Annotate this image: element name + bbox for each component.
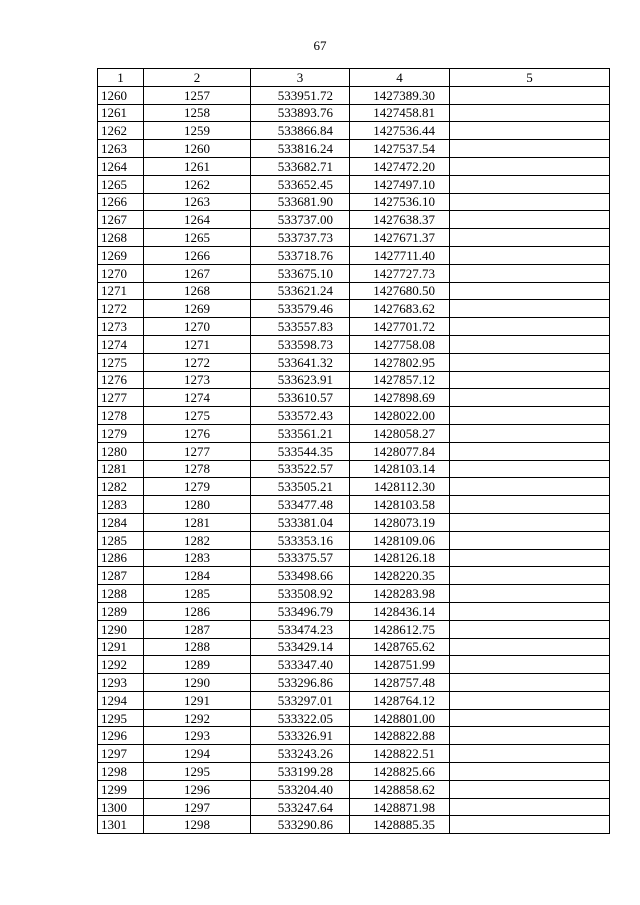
table-cell-col-1: 1291 [98,638,144,656]
table-cell-col-1: 1265 [98,175,144,193]
table-cell-col-2: 1278 [144,460,251,478]
table-cell-col-3: 533675.10 [251,264,350,282]
table-header [98,69,610,87]
table-cell-col-2: 1270 [144,318,251,336]
table-row [98,691,610,709]
table-cell-col-4: 1428757.48 [350,674,450,692]
table-cell-col-3: 533199.28 [251,763,350,781]
table-cell-col-3: 533474.23 [251,620,350,638]
table-cell-col-4: 1427537.54 [350,140,450,158]
table-row [98,389,610,407]
table-cell-col-3: 533498.66 [251,567,350,585]
table-cell-col-4: 1427898.69 [350,389,450,407]
table-cell-col-5 [450,602,610,620]
table-cell-col-3: 533505.21 [251,478,350,496]
table-cell-col-2: 1261 [144,157,251,175]
table-cell-col-2: 1295 [144,763,251,781]
table-cell-col-4: 1428765.62 [350,638,450,656]
table-cell-col-3: 533477.48 [251,496,350,514]
table-row [98,264,610,282]
table-row [98,496,610,514]
table-cell-col-5 [450,424,610,442]
table-cell-col-2: 1258 [144,104,251,122]
table-cell-col-2: 1259 [144,122,251,140]
table-row [98,122,610,140]
table-cell-col-1: 1297 [98,745,144,763]
table-cell-col-1: 1296 [98,727,144,745]
table-cell-col-1: 1279 [98,424,144,442]
table-cell-col-4: 1427536.10 [350,193,450,211]
table-cell-col-4: 1428073.19 [350,513,450,531]
table-cell-col-3: 533296.86 [251,674,350,692]
table-cell-col-4: 1427671.37 [350,229,450,247]
table-cell-col-2: 1285 [144,585,251,603]
table-cell-col-5 [450,389,610,407]
table-cell-col-5 [450,104,610,122]
table-cell-col-3: 533893.76 [251,104,350,122]
table-row [98,531,610,549]
table-cell-col-4: 1428436.14 [350,602,450,620]
table-cell-col-2: 1287 [144,620,251,638]
table-cell-col-5 [450,638,610,656]
table-cell-col-4: 1427472.20 [350,157,450,175]
table-row [98,211,610,229]
table-cell-col-4: 1428109.06 [350,531,450,549]
table-cell-col-1: 1268 [98,229,144,247]
table-cell-col-5 [450,407,610,425]
table-cell-col-5 [450,246,610,264]
table-cell-col-2: 1296 [144,780,251,798]
table-cell-col-1: 1275 [98,353,144,371]
table-cell-col-4: 1427758.08 [350,335,450,353]
table-cell-col-5 [450,371,610,389]
table-cell-col-5 [450,780,610,798]
table-cell-col-1: 1288 [98,585,144,603]
table-row [98,407,610,425]
table-row [98,300,610,318]
table-cell-col-5 [450,300,610,318]
table-cell-col-5 [450,122,610,140]
table-cell-col-4: 1427701.72 [350,318,450,336]
table-cell-col-2: 1277 [144,442,251,460]
table-cell-col-1: 1286 [98,549,144,567]
table-cell-col-1: 1298 [98,763,144,781]
table-cell-col-1: 1264 [98,157,144,175]
table-cell-col-2: 1286 [144,602,251,620]
table-cell-col-3: 533247.64 [251,798,350,816]
table-cell-col-4: 1428822.88 [350,727,450,745]
table-cell-col-4: 1427458.81 [350,104,450,122]
table-cell-col-3: 533353.16 [251,531,350,549]
table-cell-col-4: 1428058.27 [350,424,450,442]
table-cell-col-2: 1293 [144,727,251,745]
table-cell-col-5 [450,211,610,229]
table-cell-col-2: 1292 [144,709,251,727]
table-cell-col-2: 1288 [144,638,251,656]
table-row [98,157,610,175]
table-cell-col-3: 533737.00 [251,211,350,229]
table-cell-col-2: 1274 [144,389,251,407]
table-cell-col-1: 1277 [98,389,144,407]
table-cell-col-5 [450,745,610,763]
table-cell-col-5 [450,549,610,567]
table-cell-col-3: 533866.84 [251,122,350,140]
column-header-1: 1 [98,69,144,87]
table-cell-col-2: 1298 [144,816,251,834]
table-cell-col-2: 1283 [144,549,251,567]
table-row [98,816,610,834]
table-cell-col-1: 1289 [98,602,144,620]
table-cell-col-1: 1284 [98,513,144,531]
column-header-2: 2 [144,69,251,87]
table-cell-col-1: 1281 [98,460,144,478]
table-cell-col-5 [450,585,610,603]
table-cell-col-4: 1428822.51 [350,745,450,763]
table-cell-col-5 [450,318,610,336]
table-row [98,442,610,460]
table-cell-col-4: 1428801.00 [350,709,450,727]
table-row [98,709,610,727]
table-cell-col-4: 1427680.50 [350,282,450,300]
table-cell-col-5 [450,353,610,371]
table-cell-col-2: 1271 [144,335,251,353]
table-row [98,424,610,442]
table-cell-col-2: 1265 [144,229,251,247]
table-cell-col-3: 533322.05 [251,709,350,727]
table-cell-col-1: 1285 [98,531,144,549]
table-row [98,549,610,567]
table-cell-col-1: 1263 [98,140,144,158]
table-row [98,656,610,674]
table-cell-col-2: 1264 [144,211,251,229]
table-cell-col-5 [450,567,610,585]
table-cell-col-4: 1428871.98 [350,798,450,816]
table-row [98,478,610,496]
table-cell-col-1: 1287 [98,567,144,585]
table-cell-col-2: 1282 [144,531,251,549]
header-row [98,69,610,87]
table-cell-col-1: 1267 [98,211,144,229]
table-cell-col-5 [450,709,610,727]
table-cell-col-3: 533579.46 [251,300,350,318]
table-cell-col-1: 1295 [98,709,144,727]
table-cell-col-5 [450,763,610,781]
table-row [98,282,610,300]
table-cell-col-4: 1428112.30 [350,478,450,496]
table-cell-col-5 [450,175,610,193]
table-cell-col-4: 1428885.35 [350,816,450,834]
table-cell-col-5 [450,478,610,496]
table-cell-col-3: 533610.57 [251,389,350,407]
table-cell-col-4: 1427727.73 [350,264,450,282]
table-cell-col-2: 1289 [144,656,251,674]
table-cell-col-2: 1280 [144,496,251,514]
table-cell-col-5 [450,531,610,549]
table-cell-col-4: 1428022.00 [350,407,450,425]
table-cell-col-3: 533641.32 [251,353,350,371]
table-cell-col-4: 1427536.44 [350,122,450,140]
table-row [98,745,610,763]
table-cell-col-1: 1294 [98,691,144,709]
coordinates-table [97,68,610,834]
table-cell-col-2: 1260 [144,140,251,158]
table-cell-col-5 [450,442,610,460]
table-row [98,460,610,478]
table-cell-col-4: 1428283.98 [350,585,450,603]
table-cell-col-4: 1427711.40 [350,246,450,264]
table-cell-col-1: 1262 [98,122,144,140]
table-cell-col-1: 1293 [98,674,144,692]
table-row [98,175,610,193]
table-row [98,335,610,353]
table-cell-col-3: 533326.91 [251,727,350,745]
page-number: 67 [313,38,327,53]
table-cell-col-1: 1276 [98,371,144,389]
table-cell-col-3: 533204.40 [251,780,350,798]
table-cell-col-2: 1263 [144,193,251,211]
table-cell-col-2: 1275 [144,407,251,425]
table-cell-col-1: 1301 [98,816,144,834]
table-cell-col-4: 1428077.84 [350,442,450,460]
table-cell-col-1: 1269 [98,246,144,264]
column-header-4: 4 [350,69,450,87]
table-cell-col-1: 1300 [98,798,144,816]
table-cell-col-4: 1428103.58 [350,496,450,514]
table-cell-col-4: 1427497.10 [350,175,450,193]
table-cell-col-2: 1297 [144,798,251,816]
table-cell-col-5 [450,798,610,816]
table-cell-col-2: 1272 [144,353,251,371]
table-cell-col-1: 1273 [98,318,144,336]
table-cell-col-1: 1290 [98,620,144,638]
table-cell-col-2: 1257 [144,86,251,104]
table-cell-col-5 [450,656,610,674]
table-cell-col-3: 533522.57 [251,460,350,478]
table-row [98,798,610,816]
table-cell-col-5 [450,513,610,531]
table-cell-col-4: 1427802.95 [350,353,450,371]
table-row [98,638,610,656]
table-cell-col-2: 1268 [144,282,251,300]
table-cell-col-3: 533381.04 [251,513,350,531]
table-cell-col-5 [450,496,610,514]
table-cell-col-1: 1282 [98,478,144,496]
table-cell-col-1: 1271 [98,282,144,300]
table-cell-col-3: 533816.24 [251,140,350,158]
table-cell-col-5 [450,674,610,692]
table-cell-col-4: 1427638.37 [350,211,450,229]
table-cell-col-3: 533429.14 [251,638,350,656]
table-row [98,353,610,371]
table-cell-col-2: 1290 [144,674,251,692]
table-cell-col-1: 1261 [98,104,144,122]
table-row [98,513,610,531]
table-cell-col-1: 1274 [98,335,144,353]
table-cell-col-5 [450,282,610,300]
table-cell-col-4: 1428220.35 [350,567,450,585]
table-cell-col-1: 1299 [98,780,144,798]
table-cell-col-2: 1284 [144,567,251,585]
table-cell-col-5 [450,335,610,353]
table-cell-col-5 [450,460,610,478]
table-cell-col-4: 1428825.66 [350,763,450,781]
table-row [98,86,610,104]
table-cell-col-5 [450,140,610,158]
table-cell-col-1: 1278 [98,407,144,425]
table-cell-col-3: 533652.45 [251,175,350,193]
table-cell-col-3: 533375.57 [251,549,350,567]
table-cell-col-3: 533682.71 [251,157,350,175]
table-cell-col-3: 533496.79 [251,602,350,620]
table-cell-col-5 [450,229,610,247]
table-row [98,318,610,336]
table-cell-col-1: 1260 [98,86,144,104]
table-cell-col-5 [450,620,610,638]
table-cell-col-3: 533297.01 [251,691,350,709]
table-cell-col-3: 533572.43 [251,407,350,425]
table-cell-col-1: 1266 [98,193,144,211]
table-row [98,246,610,264]
table-row [98,567,610,585]
table-row [98,371,610,389]
table-cell-col-5 [450,816,610,834]
table-cell-col-5 [450,86,610,104]
table-body [98,86,610,833]
table-cell-col-4: 1428103.14 [350,460,450,478]
table-cell-col-3: 533718.76 [251,246,350,264]
table-cell-col-3: 533598.73 [251,335,350,353]
table-cell-col-4: 1428751.99 [350,656,450,674]
table-cell-col-2: 1294 [144,745,251,763]
table-cell-col-1: 1270 [98,264,144,282]
table-row [98,763,610,781]
table-row [98,193,610,211]
table-cell-col-1: 1283 [98,496,144,514]
table-row [98,727,610,745]
table-cell-col-3: 533243.26 [251,745,350,763]
table-cell-col-5 [450,193,610,211]
table-cell-col-3: 533290.86 [251,816,350,834]
table-cell-col-1: 1280 [98,442,144,460]
table-cell-col-2: 1262 [144,175,251,193]
table-cell-col-4: 1427857.12 [350,371,450,389]
table-cell-col-3: 533557.83 [251,318,350,336]
table-cell-col-2: 1291 [144,691,251,709]
table-cell-col-4: 1427389.30 [350,86,450,104]
table-cell-col-5 [450,691,610,709]
table-cell-col-4: 1427683.62 [350,300,450,318]
table-cell-col-3: 533951.72 [251,86,350,104]
table-row [98,585,610,603]
table-cell-col-2: 1281 [144,513,251,531]
table-cell-col-3: 533561.21 [251,424,350,442]
table-cell-col-2: 1273 [144,371,251,389]
table-row [98,229,610,247]
table-cell-col-3: 533508.92 [251,585,350,603]
table-cell-col-5 [450,264,610,282]
table-cell-col-3: 533544.35 [251,442,350,460]
table-cell-col-4: 1428126.18 [350,549,450,567]
table-cell-col-3: 533621.24 [251,282,350,300]
table-cell-col-3: 533623.91 [251,371,350,389]
table-cell-col-1: 1292 [98,656,144,674]
table-row [98,602,610,620]
table-cell-col-3: 533347.40 [251,656,350,674]
table-cell-col-2: 1266 [144,246,251,264]
table-cell-col-5 [450,157,610,175]
table-cell-col-4: 1428858.62 [350,780,450,798]
table-cell-col-4: 1428764.12 [350,691,450,709]
table-cell-col-2: 1276 [144,424,251,442]
table-cell-col-2: 1279 [144,478,251,496]
table-cell-col-4: 1428612.75 [350,620,450,638]
table-cell-col-3: 533681.90 [251,193,350,211]
table-cell-col-2: 1267 [144,264,251,282]
table-row [98,780,610,798]
table-row [98,674,610,692]
table-cell-col-1: 1272 [98,300,144,318]
table-row [98,140,610,158]
table-row [98,620,610,638]
column-header-3: 3 [251,69,350,87]
table-cell-col-2: 1269 [144,300,251,318]
table-row [98,104,610,122]
table-cell-col-3: 533737.73 [251,229,350,247]
column-header-5: 5 [450,69,610,87]
table-cell-col-5 [450,727,610,745]
